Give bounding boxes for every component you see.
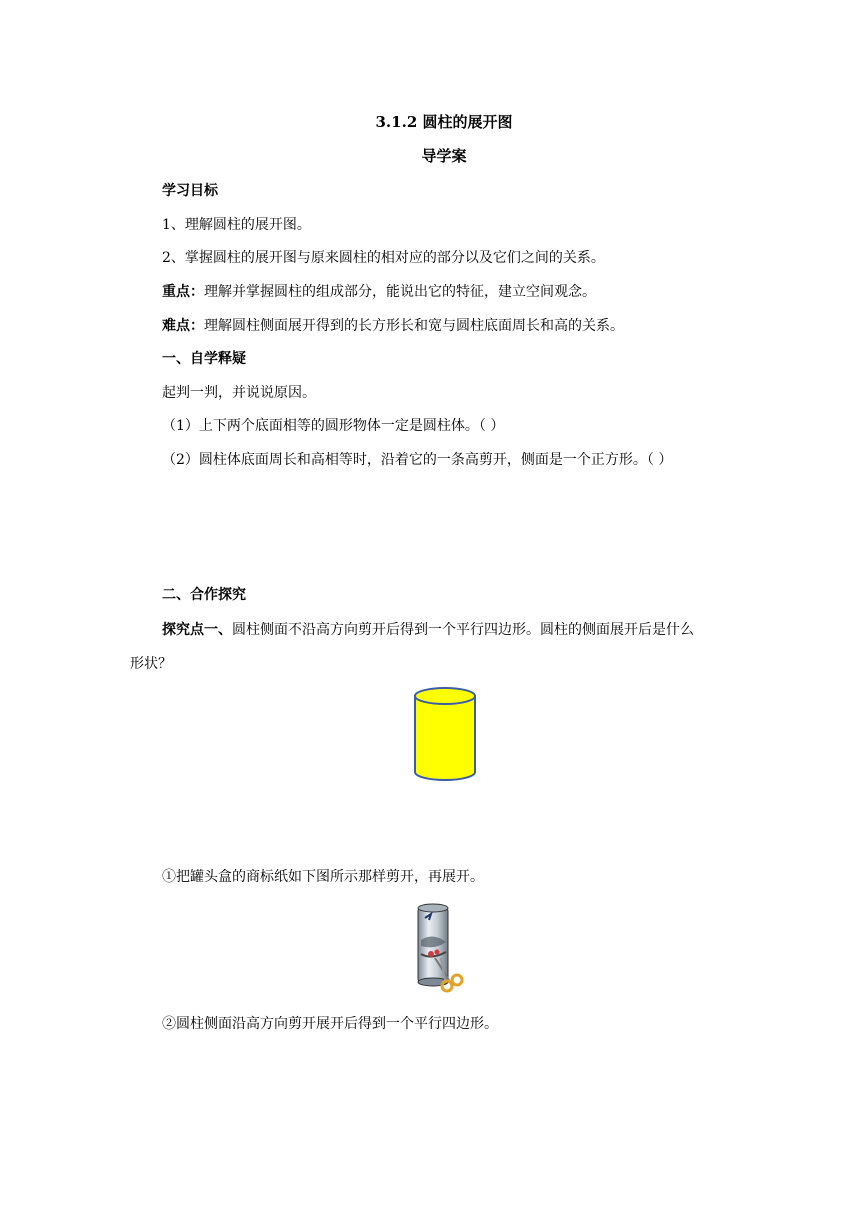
- difficulty-label: 难点：: [162, 318, 204, 334]
- difficulty-point: [162, 317, 624, 335]
- question-2: （2）圆柱体底面周长和高相等时，沿着它的一条高剪开，侧面是一个正方形。（ ）: [162, 452, 673, 468]
- question-1: （1）上下两个底面相等的圆形物体一定是圆柱体。（ ）: [162, 418, 505, 434]
- section1-heading: 一、自学释疑: [162, 351, 246, 367]
- explore-point-1: [162, 621, 694, 639]
- objective-item: 1、理解圆柱的展开图。: [162, 217, 311, 233]
- step-2: ②圆柱侧面沿高方向剪开展开后得到一个平行四边形。: [162, 1016, 498, 1032]
- objectives-heading: 学习目标: [162, 183, 218, 199]
- explore-point-text: 圆柱侧面不沿高方向剪开后得到一个平行四边形。圆柱的侧面展开后是什么: [232, 622, 694, 638]
- scissors-handle-left: [442, 981, 452, 991]
- section2-heading: 二、合作探究: [162, 587, 246, 603]
- can-top: [418, 904, 448, 912]
- objective-item: 2、掌握圆柱的展开图与原来圆柱的相对应的部分以及它们之间的关系。: [162, 250, 605, 266]
- explore-point-continuation: 形状？: [130, 656, 172, 672]
- cylinder-top: [415, 688, 475, 704]
- step-1: ①把罐头盒的商标纸如下图所示那样剪开，再展开。: [162, 869, 484, 885]
- difficulty-text: 理解圆柱侧面展开得到的长方形长和宽与圆柱底面周长和高的关系。: [204, 318, 624, 334]
- key-point: [162, 283, 596, 301]
- key-point-label: 重点：: [162, 284, 204, 300]
- key-point-text: 理解并掌握圆柱的组成部分，能说出它的特征，建立空间观念。: [204, 284, 596, 300]
- section1-intro: 起判一判，并说说原因。: [162, 385, 316, 401]
- scissors-handle-right: [452, 975, 462, 985]
- can-with-scissors-icon: [413, 900, 465, 996]
- page-subtitle: 导学案: [421, 147, 467, 165]
- cylinder-icon: [412, 686, 478, 784]
- cylinder-body: [415, 696, 475, 780]
- explore-point-label: 探究点一、: [162, 622, 232, 638]
- page-title: 3.1.2 圆柱的展开图: [375, 113, 513, 131]
